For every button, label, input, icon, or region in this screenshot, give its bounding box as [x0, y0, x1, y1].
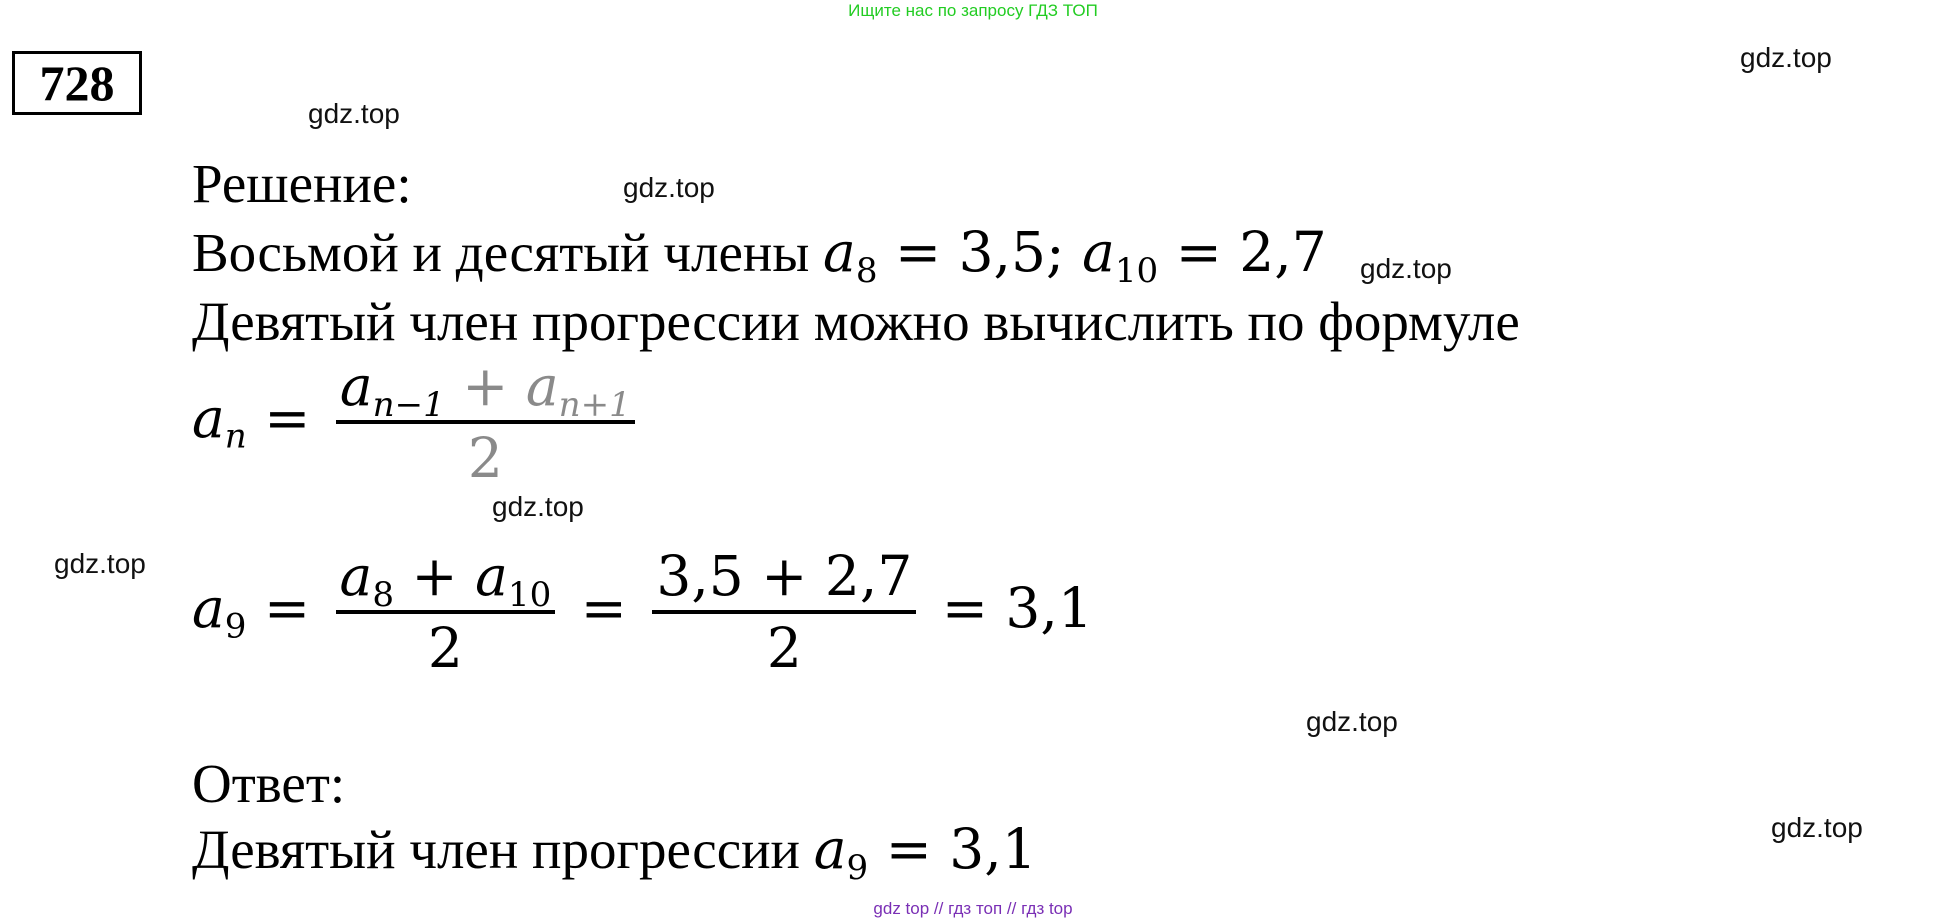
given-line [192, 220, 1327, 291]
calc-fraction-symbolic: $\frac{a_8 + a_{10}}{2}$ [328, 548, 564, 678]
watermark: gdz.top [1306, 706, 1398, 737]
watermark: gdz.top [492, 491, 584, 522]
watermark: gdz.top [308, 98, 400, 129]
given-text: Восьмой и десятый члены [192, 222, 810, 283]
calculation-formula: $a_9$ = $\frac{a_8 + a_{10}}{2}$ = $\frac{3,5 + 2,7}{2}$ = 3,1 [192, 544, 1093, 680]
answer-text: Девятый член прогрессии [192, 819, 800, 880]
general-formula: $a_n$ = $\frac{a_{n-1} + a_{n+1}}{2}$ [192, 358, 643, 488]
solution-heading: Решение: [192, 153, 412, 214]
answer-heading: Ответ: [192, 753, 346, 814]
top-search-hint: Ищите нас по запросу ГДЗ ТОП [848, 1, 1098, 20]
watermark: gdz.top [1360, 253, 1452, 284]
watermark: gdz.top [623, 172, 715, 203]
answer-line [192, 817, 1037, 888]
answer-equation: $a_9 = 3,1$ [813, 817, 1037, 888]
calc-fraction-numeric: $\frac{3,5 + 2,7}{2}$ [644, 548, 924, 678]
watermark: gdz.top [1740, 42, 1832, 73]
watermark: gdz.top [1771, 812, 1863, 843]
given-equation: $a_8 = 3,5$; $a_{10} = 2,7$ [823, 220, 1327, 291]
general-fraction: $\frac{a_{n-1} + a_{n+1}}{2}$ [328, 358, 643, 488]
watermark: gdz.top [54, 548, 146, 579]
task-number-badge: 728 [12, 51, 142, 115]
bottom-footer-hint: gdz top // гдз топ // гдз top [873, 899, 1073, 918]
formula-description: Девятый член прогрессии можно вычислить по формуле [192, 291, 1520, 352]
